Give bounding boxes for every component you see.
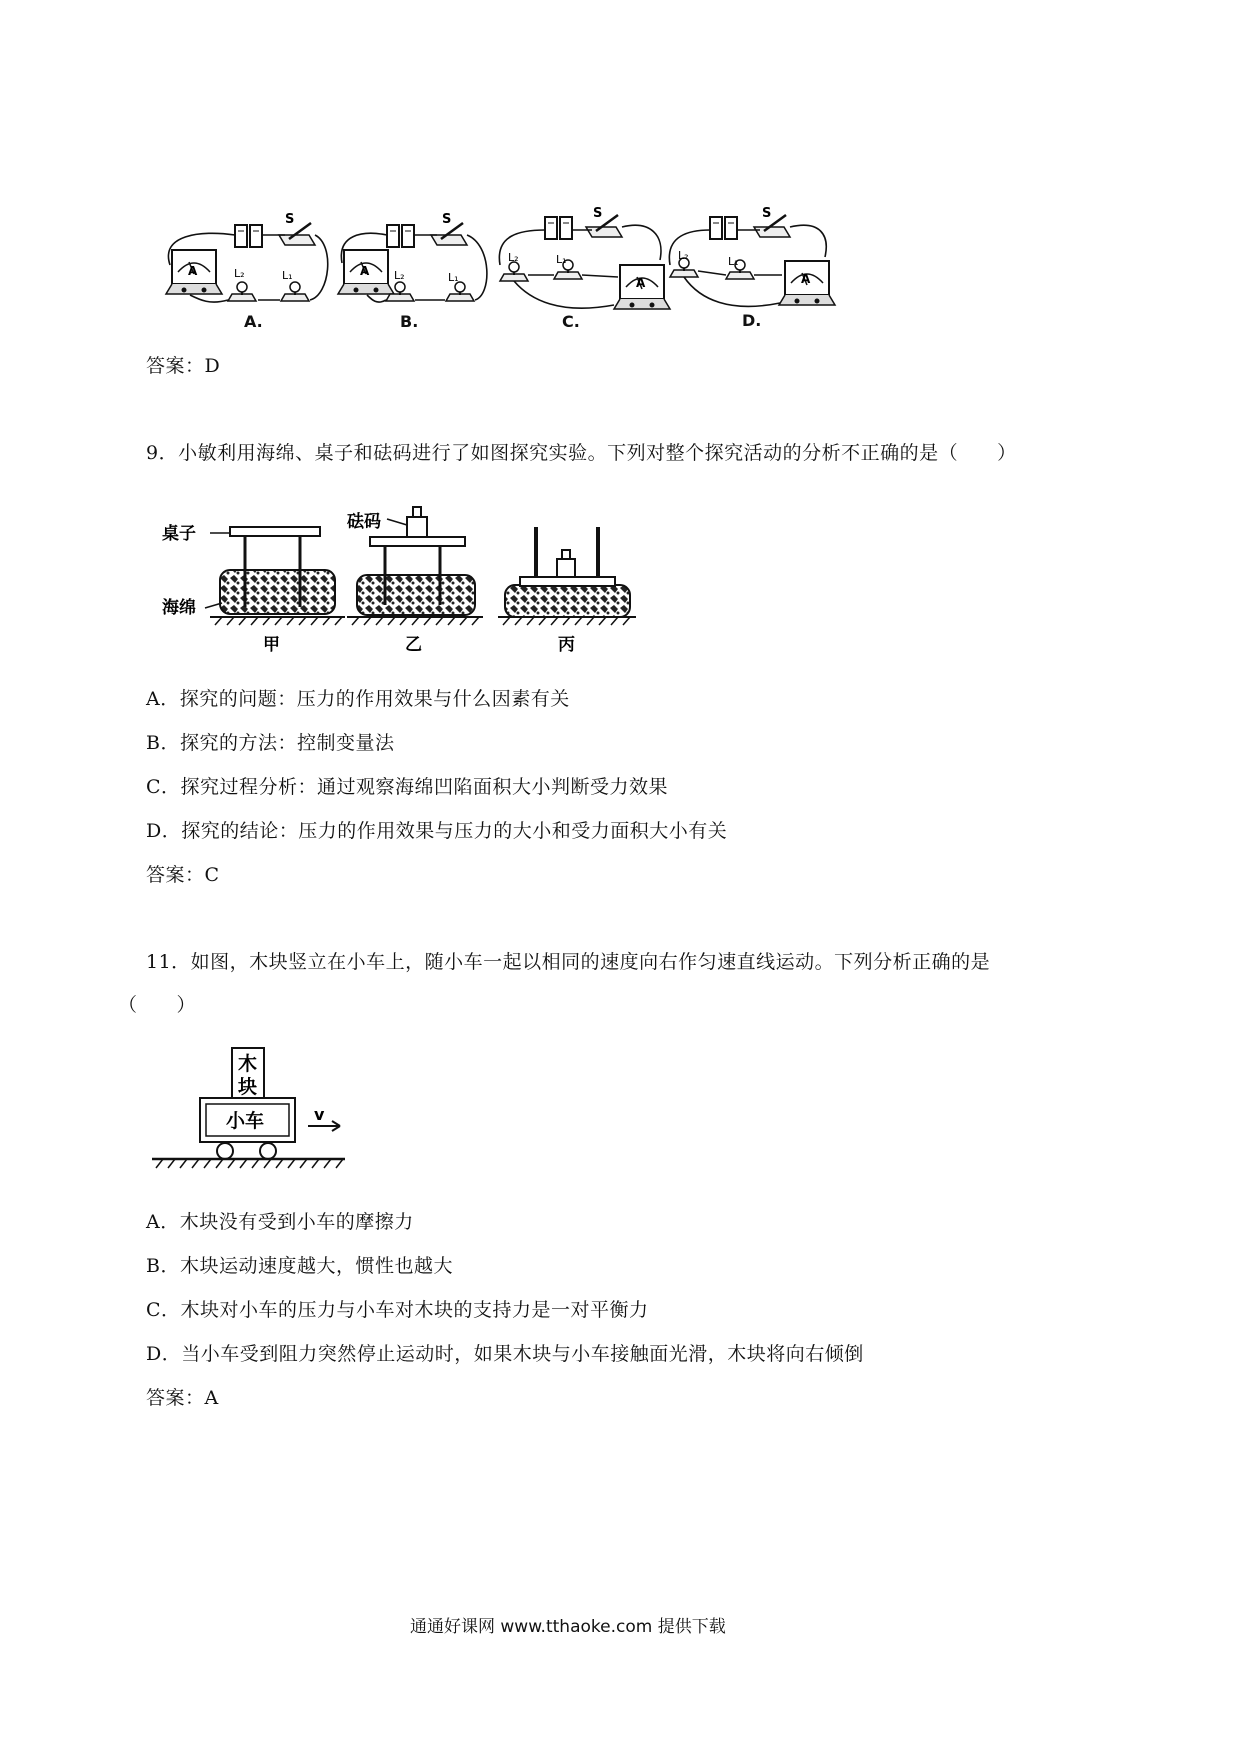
setup-yi bbox=[347, 507, 483, 655]
q9-option-c: C．探究过程分析：通过观察海绵凹陷面积大小判断受力效果 bbox=[146, 776, 669, 798]
circuit-b bbox=[338, 212, 487, 302]
svg-text:L₁: L₁ bbox=[728, 255, 739, 268]
svg-text:A: A bbox=[636, 276, 646, 290]
svg-text:乙: 乙 bbox=[405, 635, 422, 655]
svg-text:L₂: L₂ bbox=[234, 267, 245, 280]
svg-text:L₂: L₂ bbox=[678, 249, 689, 262]
block-label-char1: 木 bbox=[238, 1053, 258, 1075]
svg-text:A: A bbox=[801, 272, 811, 286]
q8-answer: 答案：D bbox=[146, 355, 221, 377]
svg-text:丙: 丙 bbox=[558, 635, 575, 655]
q9-answer: 答案：C bbox=[146, 864, 220, 886]
cart-block-figure bbox=[150, 1040, 350, 1180]
q9-option-b: B．探究的方法：控制变量法 bbox=[146, 732, 395, 754]
circuit-label-d: D. bbox=[742, 311, 762, 330]
q11-option-c: C．木块对小车的压力与小车对木块的支持力是一对平衡力 bbox=[146, 1299, 649, 1321]
svg-text:桌子: 桌子 bbox=[162, 524, 196, 544]
block-label-char2: 块 bbox=[238, 1076, 258, 1098]
q11-option-d: D．当小车受到阻力突然停止运动时，如果木块与小车接触面光滑，木块将向右倾倒 bbox=[146, 1343, 864, 1365]
circuit-a bbox=[166, 212, 328, 302]
q9-option-a: A．探究的问题：压力的作用效果与什么因素有关 bbox=[146, 688, 570, 710]
svg-text:L₁: L₁ bbox=[448, 271, 459, 284]
svg-text:L₁: L₁ bbox=[282, 269, 293, 282]
svg-text:L₂: L₂ bbox=[508, 251, 519, 264]
circuit-d bbox=[669, 206, 835, 306]
q11-option-a: A．木块没有受到小车的摩擦力 bbox=[146, 1211, 414, 1233]
svg-text:A: A bbox=[360, 264, 370, 278]
q11-option-b: B．木块运动速度越大，惯性也越大 bbox=[146, 1255, 453, 1277]
q11-answer: 答案：A bbox=[146, 1387, 219, 1409]
q9-question: 9．小敏利用海绵、桌子和砝码进行了如图探究实验。下列对整个探究活动的分析不正确的是（ ） bbox=[146, 442, 1017, 464]
sponge-experiment-figure bbox=[160, 495, 650, 660]
setup-bing bbox=[498, 527, 636, 655]
svg-text:S: S bbox=[285, 212, 295, 227]
circuit-c bbox=[499, 206, 670, 309]
circuit-label-c: C. bbox=[562, 312, 580, 331]
velocity-label: v bbox=[314, 1105, 325, 1124]
page-footer: 通通好课网 www.tthaoke.com 提供下载 bbox=[410, 1617, 726, 1637]
q11-question-line1: 11．如图，木块竖立在小车上，随小车一起以相同的速度向右作匀速直线运动。下列分析正确的是 bbox=[146, 951, 991, 973]
svg-text:A: A bbox=[188, 264, 198, 278]
svg-text:甲: 甲 bbox=[263, 635, 280, 655]
svg-text:海绵: 海绵 bbox=[162, 598, 196, 618]
circuit-label-a: A. bbox=[244, 312, 263, 331]
svg-text:S: S bbox=[593, 206, 603, 221]
svg-text:S: S bbox=[442, 212, 452, 227]
svg-text:S: S bbox=[762, 206, 772, 221]
circuit-label-b: B. bbox=[400, 312, 419, 331]
cart-label: 小车 bbox=[226, 1110, 265, 1132]
q9-option-d: D．探究的结论：压力的作用效果与压力的大小和受力面积大小有关 bbox=[146, 820, 728, 842]
setup-jia bbox=[162, 524, 345, 655]
svg-text:砝码: 砝码 bbox=[347, 512, 381, 532]
svg-text:L₂: L₂ bbox=[394, 269, 405, 282]
circuit-figures bbox=[160, 205, 950, 340]
q11-question-line2: （ ） bbox=[118, 994, 197, 1016]
svg-text:L₁: L₁ bbox=[556, 253, 567, 266]
